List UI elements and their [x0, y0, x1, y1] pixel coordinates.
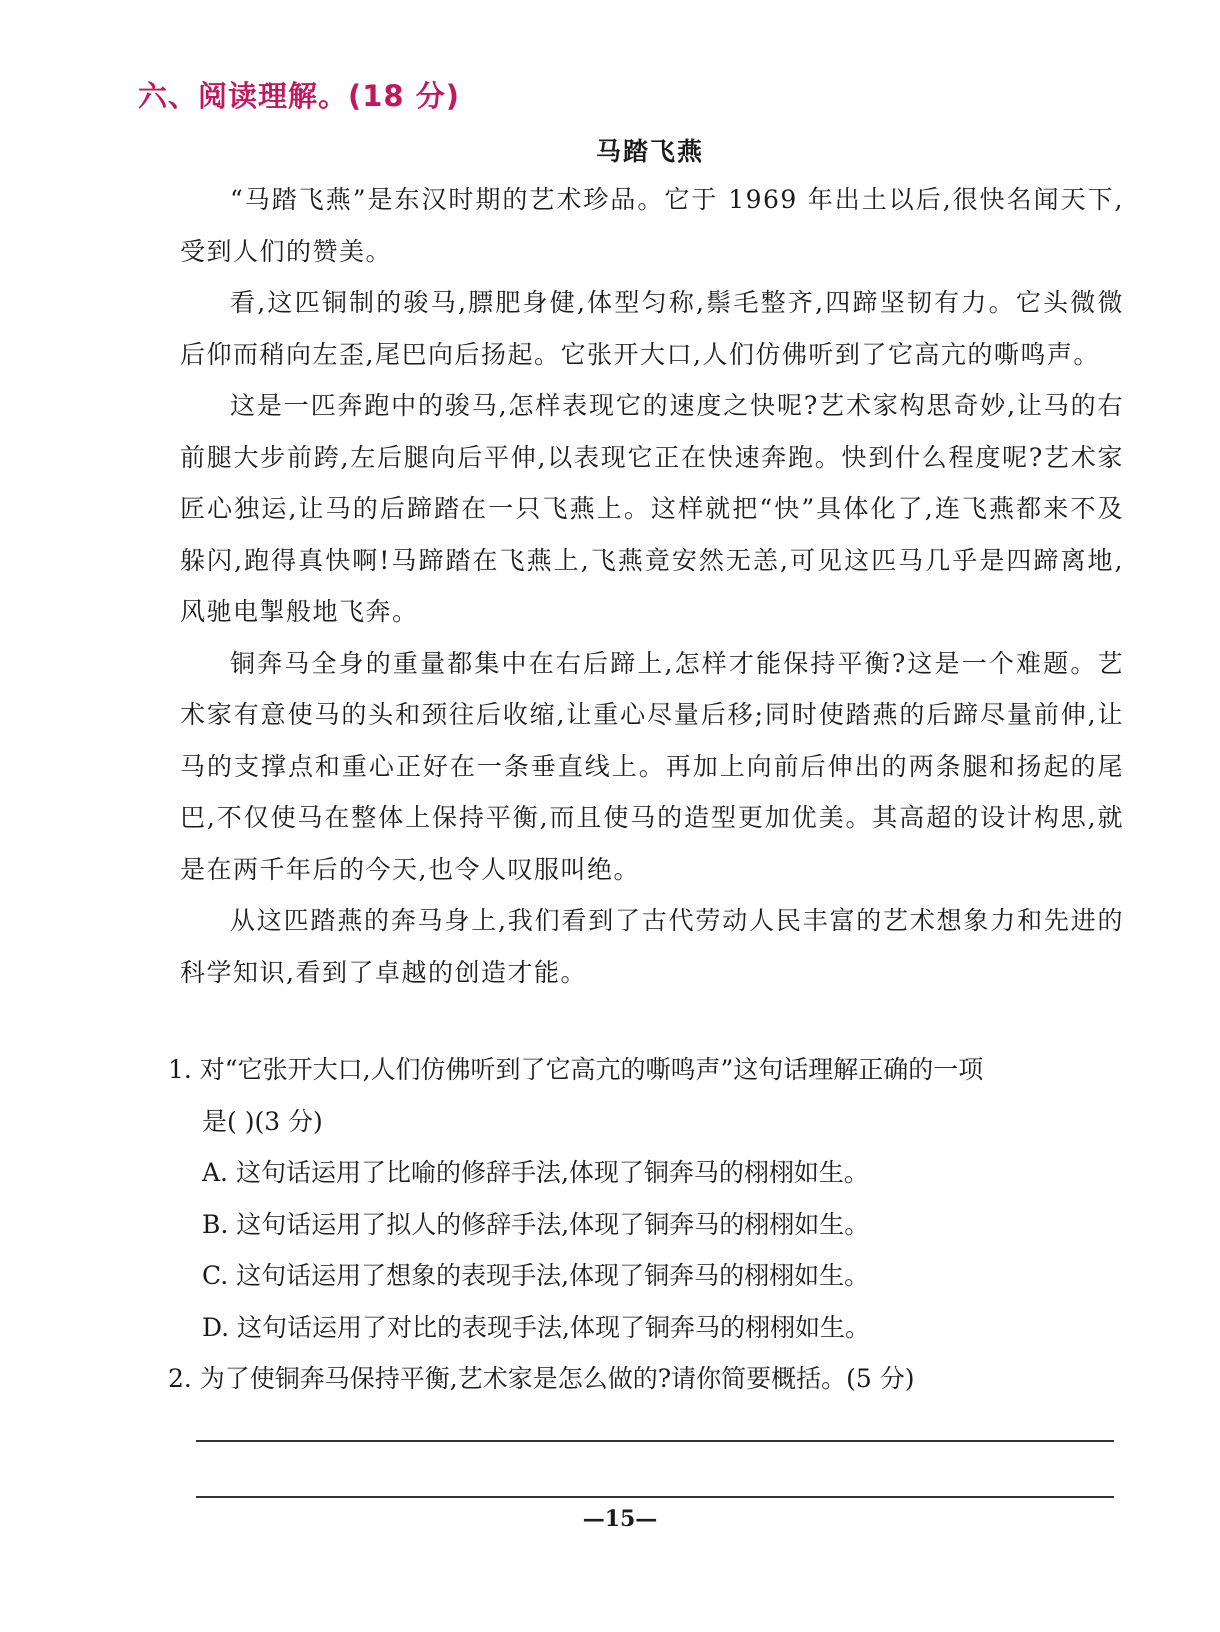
article-paragraph-1: “马踏飞燕”是东汉时期的艺术珍品。它于 1969 年出土以后,很快名闻天下,受到人们的赞美。: [180, 185, 1124, 266]
article-paragraph-2: 看,这匹铜制的骏马,膘肥身健,体型匀称,鬃毛整齐,四蹄坚韧有力。它头微微后仰而稍向左歪,尾巴向后扬起。它张开大口,人们仿佛听到了它高亢的嘶鸣声。: [180, 288, 1124, 369]
question-2-stem: 2. 为了使铜奔马保持平衡,艺术家是怎么做的?请你简要概括。(5 分): [168, 1364, 915, 1393]
answer-line-2[interactable]: [196, 1496, 1114, 1498]
question-1-option-b[interactable]: B. 这句话运用了拟人的修辞手法,体现了铜奔马的栩栩如生。: [202, 1209, 870, 1239]
article-paragraph-4: 铜奔马全身的重量都集中在右后蹄上,怎样才能保持平衡?这是一个难题。艺术家有意使马的头和颈往后收缩,让重心尽量后移;同时使踏燕的后蹄尽量前伸,让马的支撑点和重心正好在一条垂直线上。再加上向前后伸出的两条腿和扬起的尾巴,不仅使马在整体上保持平衡,而且使马的造型更加优美。其高超的设计构思,就是在两千年后的今天,也令人叹服叫绝。: [180, 648, 1124, 884]
question-1-option-a[interactable]: A. 这句话运用了比喻的修辞手法,体现了铜奔马的栩栩如生。: [202, 1158, 869, 1187]
article-paragraph-3: 这是一匹奔跑中的骏马,怎样表现它的速度之快呢?艺术家构思奇妙,让马的右前腿大步前跨,左后腿向后平伸,以表现它正在快速奔跑。快到什么程度呢?艺术家匠心独运,让马的后蹄踏在一只飞燕上。这样就把“快”具体化了,连飞燕都来不及躲闪,跑得真快啊!马蹄踏在飞燕上,飞燕竟安然无恙,可见这匹马几乎是四蹄离地,风驰电掣般地飞奔。: [180, 391, 1124, 626]
article-title: 马踏飞燕: [595, 137, 704, 166]
article-body: [180, 174, 1124, 998]
question-1-option-d[interactable]: D. 这句话运用了对比的表现手法,体现了铜奔马的栩栩如生。: [202, 1312, 870, 1342]
question-1-stem: 1. 对“它张开大口,人们仿佛听到了它高亢的嘶鸣声”这句话理解正确的一项: [168, 1055, 984, 1084]
question-1-option-c[interactable]: C. 这句话运用了想象的表现手法,体现了铜奔马的栩栩如生。: [202, 1261, 870, 1290]
answer-line-1[interactable]: [196, 1440, 1114, 1442]
questions-block: [168, 1044, 1128, 1405]
section-title: 六、阅读理解。(18 分): [138, 79, 460, 113]
page-number: —15—: [582, 1506, 658, 1532]
question-1-answer-blank[interactable]: 是( )(3 分): [202, 1106, 323, 1136]
article-paragraph-5: 从这匹踏燕的奔马身上,我们看到了古代劳动人民丰富的艺术想象力和先进的科学知识,看到了卓越的创造才能。: [180, 906, 1124, 987]
